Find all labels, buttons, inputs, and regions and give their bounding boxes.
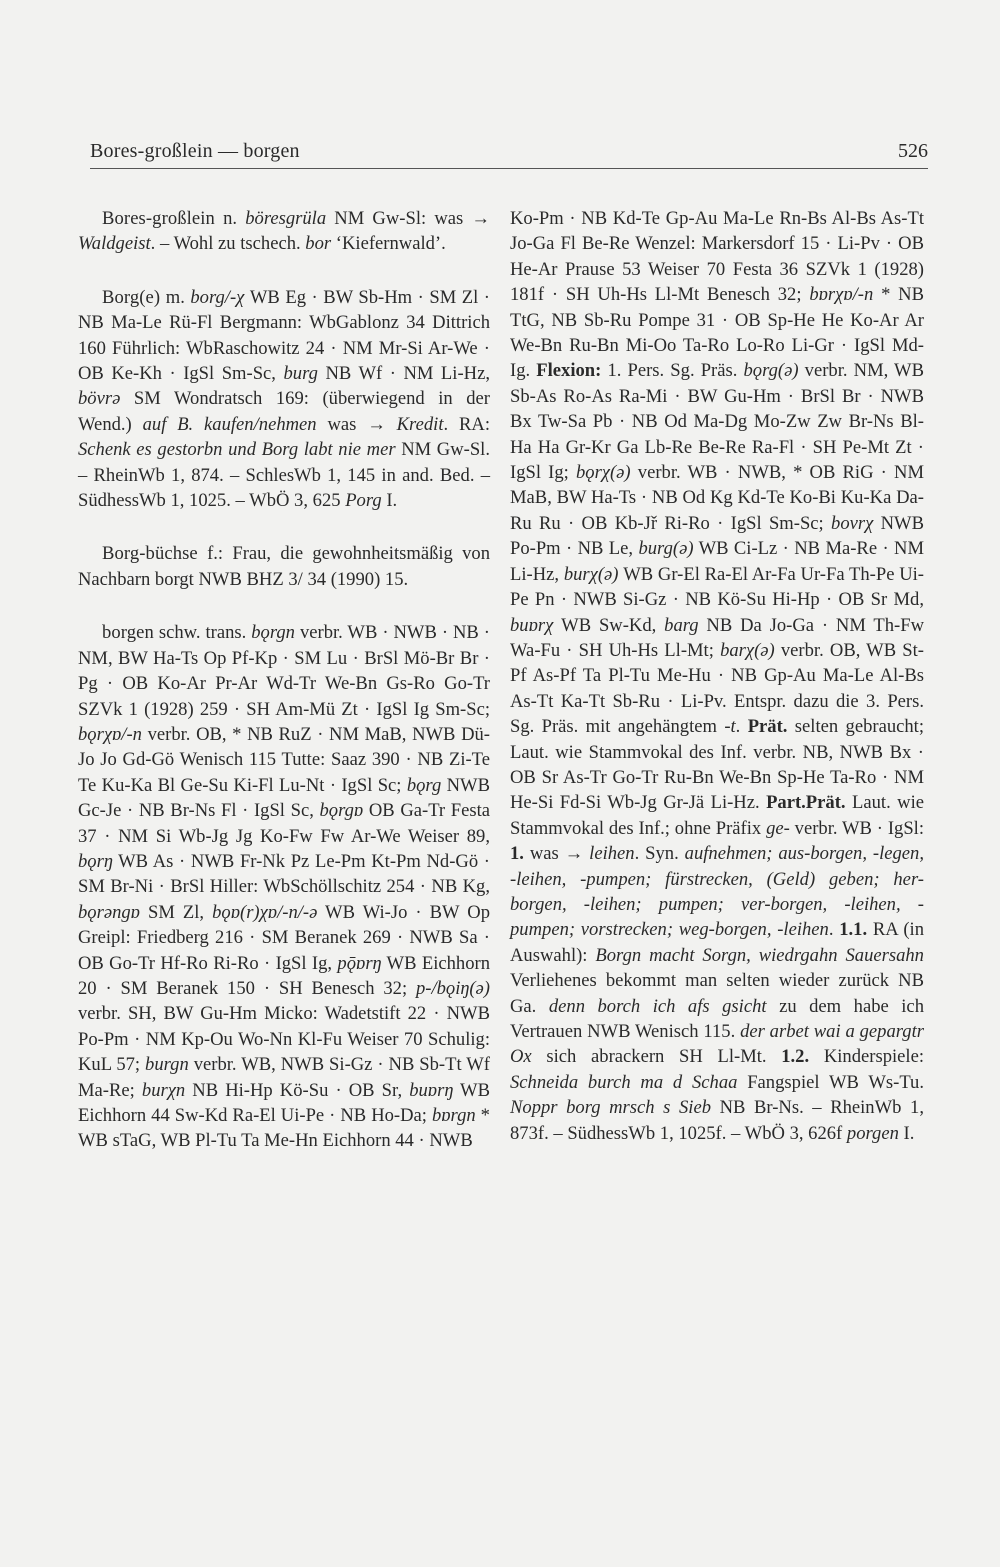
page-number: 526 (898, 140, 928, 162)
entry-body: n. böresgrüla NM Gw-Sl: was → Waldgeist. – Wohl zu tschech. bor ‘Kiefernwald’. (78, 208, 490, 255)
entry-lemma: Borg(e) (102, 286, 161, 308)
dictionary-entry (78, 620, 490, 1154)
left-column (78, 206, 490, 1154)
entry-body: schw. trans. bǫrgn verbr. WB · NWB · NB · NM, BW Ha-Ts Op Pf-Kp · SM Lu · BrSl Mö-Br Br · Pg · OB Ko-Ar Pr-Ar Wd-Tr We-Bn Gs-Ro Go-Tr SZVk 1 (1928) 259 · SH Am-Mü Zt · IgSl Ig Sm-Sc; bǫrχɒ/-n verbr. OB, * NB RuZ · NM MaB, NWB Dü-Jo Jo Gd-Gö Wenisch 115 Tutte: Saaz 390 · NB Zi-Te Te Ku-Ka Bl Ge-Su Ki-Fl Lu-Nt · IgSl Sc; bǫrg NWB Gc-Je · NB Br-Ns Fl · IgSl Sc, bǫrgɒ OB Ga-Tr Festa 37 · NM Si Wb-Jg Jg Ko-Fw Fw Ar-We Weiser 89, bǫrŋ WB As · NWB Fr-Nk Pz Le-Pm Kt-Pm Nd-Gö · SM Br-Ni · BrSl Hiller: WbSchöllschitz 254 · NB Kg, bǫrəngɒ SM Zl, bǫɒ(r)χɒ/-n/-ə WB Wi-Jo · BW Op Greipl: Friedberg 216 · SM Beranek 269 · NWB Sa · OB Go-Tr Hf-Ro Ri-Ro · IgSl Ig, pǭɒrŋ WB Eichhorn 20 · SM Beranek 150 · SH Benesch 32; p-/bǫiŋ(ə) verbr. SH, BW Gu-Hm Micko: Wadetstift 22 · NWB Po-Pm · NM Kp-Ou Wo-Nn Kl-Fu Weiser 70 Schulig: KuL 57; burgn verbr. WB, NWB Si-Gz · NB Sb-Tt Wf Ma-Re; burχn NB Hi-Hp Kö-Su · OB Sr, buɒrŋ WB Eichhorn 44 Sw-Kd Ra-El Ui-Pe · NB Ho-Da; bɒrgn * WB sTaG, WB Pl-Tu Ta Me-Hn Eichhorn 44 · NWB (78, 622, 490, 1152)
entry-lemma: borgen (102, 622, 154, 644)
entry-body: m. borg/-χ WB Eg · BW Sb-Hm · SM Zl · NB Ma-Le Rü-Fl Bergmann: WbGablonz 34 Dittrich 160 Führlich: WbRaschowitz 24 · NM Mr-Si Ar-We · OB Ke-Kh · IgSl Sm-Sc, burg NB Wf · NM Li-Hz, bövrə SM Wondratsch 169: (überwiegend in der Wend.) auf B. kaufen/nehmen was → Kredit. RA: Schenk es gestorbn und Borg labt nie mer NM Gw-Sl. – RheinWb 1, 874. – SchlesWb 1, 145 in and. Bed. – SüdhessWb 1, 1025. – WbÖ 3, 625 Porg I. (78, 286, 491, 512)
entry-lemma: Bores-großlein (102, 208, 215, 229)
entry-lemma: Borg-büchse (102, 543, 198, 565)
dictionary-entry (78, 541, 490, 592)
entry-continuation: Ko-Pm · NB Kd-Te Gp-Au Ma-Le Rn-Bs Al-Bs As-Tt Jo-Ga Fl Be-Re Wenzel: Markersdorf 15 · Li-Pv · OB He-Ar Prause 53 Weiser 70 Festa 36 SZVk 1 (1928) 181f · SH Uh-Hs Ll-Mt Benesch 32; bɒrχɒ/-n * NB TtG, NB Sb-Ru Pompe 31 · OB Sp-He He Ko-Ar Ar We-Bn Ru-Bn Mi-Oo Ta-Ro Lo-Ro Li-Gr · IgSl Md-Ig. Flexion: 1. Pers. Sg. Präs. bǫrg(ə) verbr. NM, WB Sb-As Ro-As Ra-Mi · BW Gu-Hm · BrSl Br · NWB Bx Tw-Sa Pb · NB Od Ma-Dg Mo-Zw Zw Br-Ns Bl-Ha Ha Gr-Kr Ga Lb-Re Be-Re Ra-Fl · SH Pe-Mt Zt · IgSl Ig; bǫrχ(ə) verbr. WB · NWB, * OB RiG · NM MaB, BW Ha-Ts · NB Od Kg Kd-Te Ko-Bi Ku-Ka Da-Ru Ru · OB Kb-Jř Ri-Ro · IgSl Sm-Sc; bovrχ NWB Po-Pm · NB Le, burg(ə) WB Ci-Lz · NB Ma-Re · NM Li-Hz, burχ(ə) WB Gr-El Ra-El Ar-Fa Ur-Fa Th-Pe Ui-Pe Pn · NWB Si-Gz · NB Kö-Su Hi-Hp · OB Sr Md, buɒrχ WB Sw-Kd, barg NB Da Jo-Ga · NM Th-Fw Wa-Fu · SH Uh-Hs Ll-Mt; barχ(ə) verbr. OB, WB St-Pf As-Pf Ta Pl-Tu Me-Hu · NB Gp-Au Ma-Le Al-Bs As-Tt Ka-Tt Sb-Ru · Li-Pv. Entspr. dazu die 3. Pers. Sg. Präs. mit angehängtem -t. Prät. selten gebraucht; Laut. wie Stammvokal des Inf. verbr. NB, NWB Bx · OB Sr As-Tr Go-Tr Ru-Bn We-Bn Sp-He Ta-Ro · NM He-Si Fd-Si Wb-Jg Gr-Jä Li-Hz. Part.Prät. Laut. wie Stammvokal des Inf.; ohne Präfix ge- verbr. WB · IgSl: 1. was → leihen. Syn. aufnehmen; aus-borgen, -legen, -leihen, -pumpen; fürstrecken, (Geld) geben; her-borgen, -leihen; pumpen; ver-borgen, -leihen, -pumpen; vorstrecken; weg-borgen, -leihen. 1.1. RA (in Auswahl): Borgn macht Sorgn, wiedrgahn Sauersahn Verliehenes bekommt man selten wieder zurück NB Ga. denn borch ich afs gsicht zu dem habe ich Vertrauen NWB Wenisch 115. der arbet wai a gepargtr Ox sich abrackern SH Ll-Mt. 1.2. Kinderspiele: Schneida burch ma d Schaa Fangspiel WB Ws-Tu. Noppr borg mrsch s Sieb NB Br-Ns. – RheinWb 1, 873f. – SüdhessWb 1, 1025f. – WbÖ 3, 626f porgen I. (510, 208, 924, 1144)
entry-body: f.: Frau, die gewohnheitsmäßig von Nachbarn borgt NWB BHZ 3/ 34 (1990) 15. (78, 543, 490, 590)
dictionary-entry (78, 206, 490, 257)
running-head-title: Bores-großlein — borgen (90, 140, 300, 162)
dictionary-entry (78, 285, 490, 514)
running-header (90, 140, 928, 169)
right-column (510, 206, 924, 1146)
